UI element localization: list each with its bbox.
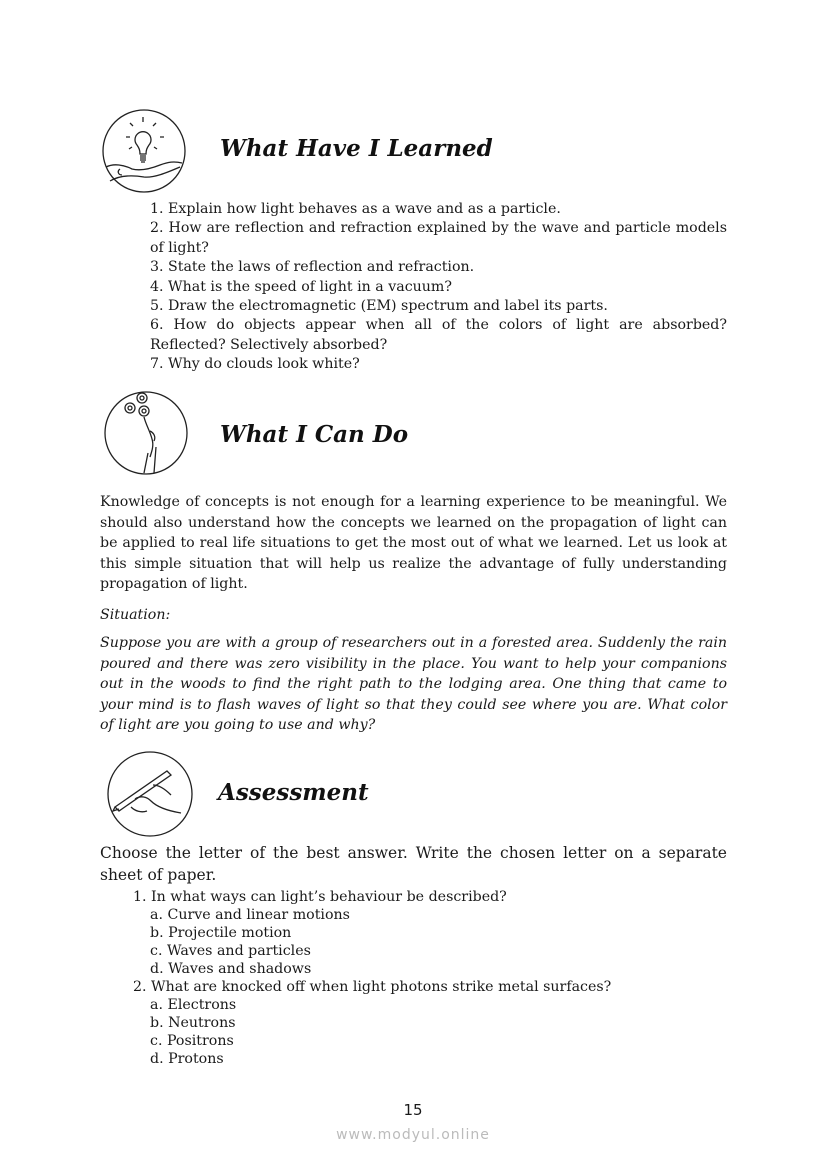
list-item: 2. How are reflection and refraction explained by the wave and particle models of light? [150,220,727,256]
situation-text: Suppose you are with a group of researchers out in a forested area. Suddenly the rain poured and there was zero visibility in the place. You want to help your companions out in the woods to find the right path to the lodging area. One thing that came to your mind is to flash waves of light so that they could see where you are. What color of light are you going to use and why? [100,635,727,734]
section-title-what-i-can-do: What I Can Do [220,421,409,448]
can-do-paragraph: Knowledge of concepts is not enough for a learning experience to be meaningful. We should also understand how the concepts we learned on the propagation of light can be applied to real life situations to get the most out of what we learned. Let us look at this simple situation that will help us realize the advantage of fully understanding propagation of light. [100,494,727,593]
choice: a. Curve and linear motions [150,907,350,923]
choice: d. Waves and shadows [150,961,312,977]
list-item: 7. Why do clouds look white? [150,356,360,373]
list-item: 6. How do objects appear when all of the colors of light are absorbed? Reflected? Selectively absorbed? [150,317,727,353]
choice: d. Protons [150,1051,224,1067]
assessment-instructions: Choose the letter of the best answer. Write the chosen letter on a separate sheet of paper. [100,844,727,884]
choice: a. Electrons [150,997,237,1013]
learned-list [150,200,727,375]
list-item: 1. Explain how light behaves as a wave and as a particle. [150,201,561,217]
question-2: 2. What are knocked off when light photons strike metal surfaces? [133,979,612,995]
gears-hand-icon [104,391,188,475]
choice: c. Positrons [150,1033,234,1049]
list-item: 4. What is the speed of light in a vacuum? [150,278,452,295]
page-number: 15 [403,1101,423,1119]
list-item: 3. State the laws of reflection and refraction. [150,259,475,276]
section-title-assessment: Assessment [218,779,369,806]
choice: b. Neutrons [150,1015,236,1031]
hand-writing-pencil-icon [107,751,193,837]
question-1: 1. In what ways can light’s behaviour be described? [133,889,507,905]
watermark: www.modyul.online [336,1127,490,1143]
choice: b. Projectile motion [150,925,292,941]
lightbulb-hand-icon [102,109,186,193]
list-item: 5. Draw the electromagnetic (EM) spectrum and label its parts. [150,298,608,315]
section-title-what-have-i-learned: What Have I Learned [220,135,493,162]
situation-label: Situation: [100,607,171,623]
choice: c. Waves and particles [150,943,311,959]
